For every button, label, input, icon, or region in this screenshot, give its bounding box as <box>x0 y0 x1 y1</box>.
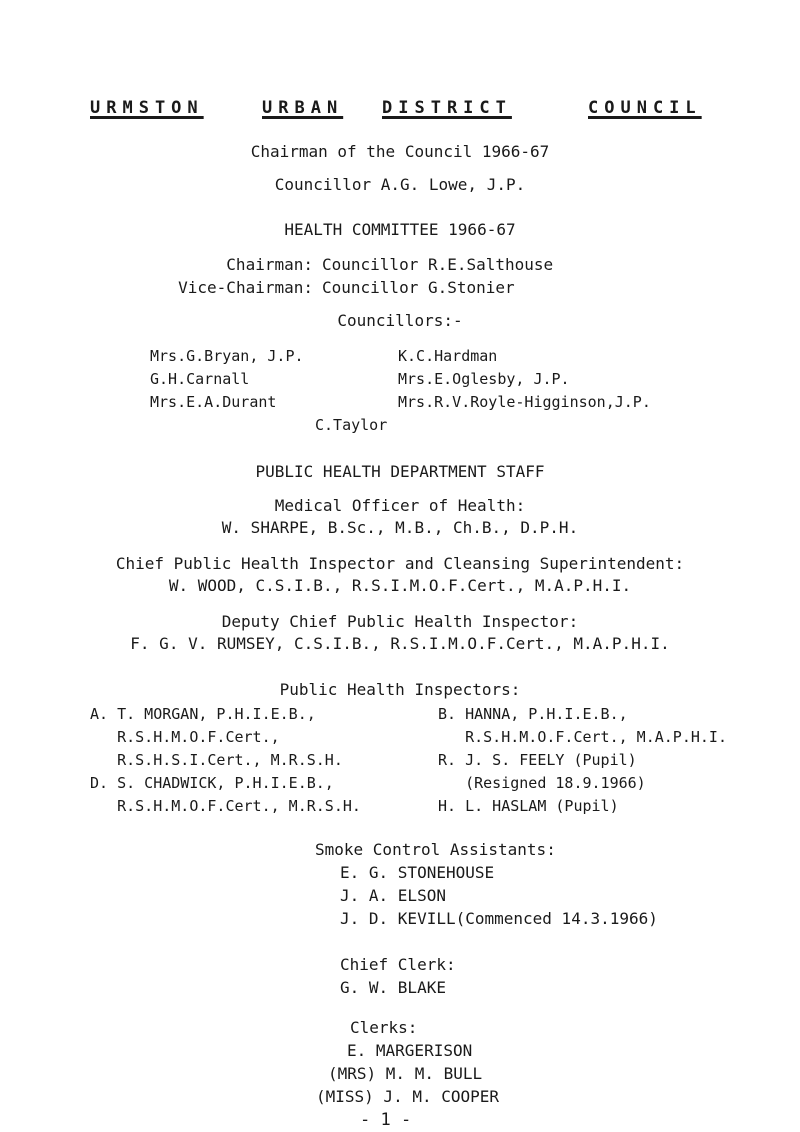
deputy-inspector-label: Deputy Chief Public Health Inspector: <box>221 612 579 631</box>
clerks-label: Clerks: <box>350 1018 418 1037</box>
moh-label: Medical Officer of Health: <box>274 496 526 515</box>
inspector-left-line-2: R.S.H.M.O.F.Cert., <box>90 728 280 746</box>
inspector-left-line-3: R.S.H.S.I.Cert., M.R.S.H. <box>90 751 343 769</box>
header-word-district: DISTRICT <box>382 98 512 118</box>
inspector-right-line-4: (Resigned 18.9.1966) <box>438 774 646 792</box>
chief-clerk-label: Chief Clerk: <box>340 955 456 974</box>
staff-title: PUBLIC HEALTH DEPARTMENT STAFF <box>255 462 545 481</box>
inspector-left-line-1: A. T. MORGAN, P.H.I.E.B., <box>90 705 316 723</box>
deputy-inspector-name: F. G. V. RUMSEY, C.S.I.B., R.S.I.M.O.F.Cert., M.A.P.H.I. <box>130 634 670 653</box>
councillor-left-2: G.H.Carnall <box>150 370 250 388</box>
councillor-right-3: Mrs.R.V.Royle-Higginson,J.P. <box>398 393 651 411</box>
chief-inspector-name: W. WOOD, C.S.I.B., R.S.I.M.O.F.Cert., M.A.P.H.I. <box>168 576 632 595</box>
smoke-control-label: Smoke Control Assistants: <box>315 840 556 859</box>
inspector-right-line-5: H. L. HASLAM (Pupil) <box>438 797 619 815</box>
clerk-1: E. MARGERISON <box>347 1041 473 1060</box>
inspector-left-line-5: R.S.H.M.O.F.Cert., M.R.S.H. <box>90 797 361 815</box>
inspectors-label: Public Health Inspectors: <box>279 680 521 699</box>
smoke-control-assistant-2: J. A. ELSON <box>340 886 446 905</box>
committee-vice-chairman: Councillor G.Stonier <box>322 278 515 297</box>
inspector-left-line-4: D. S. CHADWICK, P.H.I.E.B., <box>90 774 334 792</box>
councillor-left-1: Mrs.G.Bryan, J.P. <box>150 347 304 365</box>
councillor-last: C.Taylor <box>315 416 388 434</box>
chief-clerk-name: G. W. BLAKE <box>340 978 446 997</box>
moh-name: W. SHARPE, B.Sc., M.B., Ch.B., D.P.H. <box>221 518 579 537</box>
chief-inspector-label: Chief Public Health Inspector and Cleansing Superintendent: <box>115 554 685 573</box>
councillor-right-1: K.C.Hardman <box>398 347 498 365</box>
clerk-2: (MRS) M. M. BULL <box>328 1064 483 1083</box>
council-chairman-title: Chairman of the Council 1966-67 <box>250 142 550 161</box>
header-word-urban: URBAN <box>262 98 344 118</box>
councillor-left-3: Mrs.E.A.Durant <box>150 393 277 411</box>
committee-vice-chairman-label: Vice-Chairman: <box>178 278 313 297</box>
header-word-urmston: URMSTON <box>90 98 204 118</box>
health-committee-title: HEALTH COMMITTEE 1966-67 <box>284 220 516 239</box>
inspector-right-line-2: R.S.H.M.O.F.Cert., M.A.P.H.I. <box>438 728 727 746</box>
committee-chairman-label: Chairman: <box>226 255 313 274</box>
committee-chairman: Councillor R.E.Salthouse <box>322 255 554 274</box>
inspector-right-line-3: R. J. S. FEELY (Pupil) <box>438 751 637 769</box>
smoke-control-assistant-1: E. G. STONEHOUSE <box>340 863 495 882</box>
councillors-label: Councillors:- <box>337 311 463 330</box>
councillor-right-2: Mrs.E.Oglesby, J.P. <box>398 370 570 388</box>
page-number: - 1 - <box>360 1110 412 1130</box>
council-chairman-name: Councillor A.G. Lowe, J.P. <box>274 175 526 194</box>
smoke-control-assistant-3: J. D. KEVILL(Commenced 14.3.1966) <box>340 909 658 928</box>
header-word-council: COUNCIL <box>588 98 702 118</box>
clerk-3: (MISS) J. M. COOPER <box>316 1087 500 1106</box>
inspector-right-line-1: B. HANNA, P.H.I.E.B., <box>438 705 628 723</box>
